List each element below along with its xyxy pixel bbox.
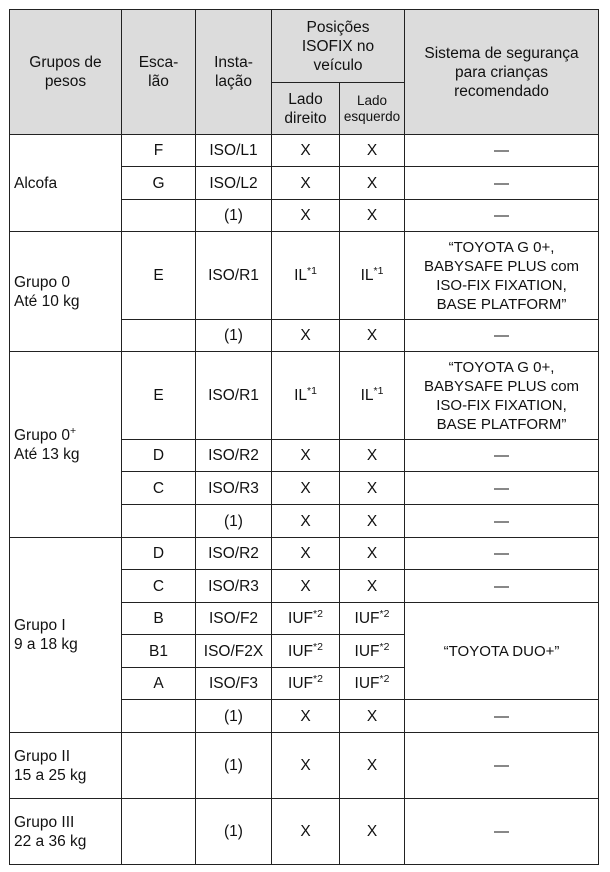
table-row <box>10 352 599 440</box>
lado-direito-cell-text: X <box>300 174 311 192</box>
recommended-system-cell <box>405 232 599 320</box>
lado-esquerdo-cell-text: IUF <box>354 675 380 692</box>
lado-esquerdo-cell-footnote-marker: *1 <box>373 385 384 397</box>
recommended-system-text: — <box>494 327 510 344</box>
instalacao-cell-text: (1) <box>224 207 243 224</box>
group-label-cell <box>10 135 122 232</box>
isofix-table-wrapper <box>9 9 599 865</box>
instalacao-cell-text: ISO/F2 <box>208 610 259 627</box>
instalacao-cell <box>196 700 272 733</box>
lado-esquerdo-cell-text: X <box>366 823 378 840</box>
lado-direito-cell <box>272 352 340 440</box>
recommended-system-cell <box>405 320 599 352</box>
instalacao-cell-text: ISO/R2 <box>208 545 259 562</box>
lado-direito-cell-footnote-marker: *2 <box>313 608 323 620</box>
lado-esquerdo-cell-text: IL <box>360 267 374 284</box>
escalao-cell-text: B <box>153 610 164 627</box>
lado-direito-cell <box>272 505 340 538</box>
lado-esquerdo-cell-text: X <box>366 545 378 562</box>
recommended-system-text: — <box>494 479 510 497</box>
lado-direito-cell-text: X <box>300 447 311 464</box>
group-label-line: Até 10 kg <box>14 292 80 310</box>
group-label-cell <box>10 733 122 799</box>
lado-esquerdo-cell <box>340 700 405 733</box>
escalao-cell-text: E <box>153 387 164 404</box>
recommended-system-text: — <box>494 207 510 224</box>
escalao-cell <box>122 668 196 700</box>
lado-direito-cell <box>272 320 340 352</box>
lado-direito-cell-text: X <box>300 545 311 562</box>
lado-esquerdo-cell-text: X <box>366 577 378 595</box>
escalao-cell <box>122 799 196 865</box>
escalao-cell-text: E <box>153 267 164 284</box>
lado-esquerdo-cell-text: IL <box>360 387 374 404</box>
recommended-system-text: — <box>494 447 510 464</box>
instalacao-cell <box>196 570 272 603</box>
lado-direito-cell-footnote-marker: *2 <box>313 673 323 685</box>
lado-direito-cell-text: X <box>300 577 311 595</box>
lado-direito-cell <box>272 668 340 700</box>
escalao-cell <box>122 635 196 668</box>
recommended-system-cell <box>405 440 599 472</box>
instalacao-cell <box>196 167 272 200</box>
lado-direito-cell <box>272 472 340 505</box>
escalao-cell <box>122 603 196 635</box>
lado-direito-cell-text: X <box>300 512 311 530</box>
lado-esquerdo-cell <box>340 799 405 865</box>
table-row <box>10 538 599 570</box>
lado-direito-cell <box>272 799 340 865</box>
instalacao-cell-text: ISO/R1 <box>208 267 259 284</box>
table-row <box>10 232 599 320</box>
table-row <box>10 733 599 799</box>
recommended-system-cell <box>405 200 599 232</box>
lado-direito-cell-text: IUF <box>288 642 314 660</box>
table-body <box>10 135 599 865</box>
instalacao-cell-text: (1) <box>224 823 243 840</box>
instalacao-cell <box>196 352 272 440</box>
lado-esquerdo-cell-text: X <box>366 142 378 159</box>
instalacao-cell <box>196 320 272 352</box>
group-label-text: Grupo 0 <box>14 426 71 444</box>
lado-esquerdo-cell <box>340 505 405 538</box>
group-label-line: 9 a 18 kg <box>14 636 78 653</box>
header-lado-direito: Lado direito <box>272 83 340 135</box>
lado-esquerdo-cell-text: X <box>366 174 378 192</box>
lado-esquerdo-cell-footnote-marker: *1 <box>373 265 384 277</box>
instalacao-cell-text: ISO/R1 <box>208 387 259 404</box>
escalao-cell <box>122 352 196 440</box>
lado-esquerdo-cell <box>340 538 405 570</box>
header-posicoes: Posições ISOFIX no veículo <box>272 10 405 83</box>
table-row <box>10 799 599 865</box>
recommended-system-text: “TOYOTA G 0+, BABYSAFE PLUS com ISO-FIX FIXATION, BASE PLATFORM” <box>423 238 580 313</box>
recommended-system-cell <box>405 167 599 200</box>
lado-direito-cell-text: X <box>300 757 311 774</box>
escalao-cell <box>122 505 196 538</box>
lado-esquerdo-cell-text: X <box>366 207 378 224</box>
escalao-cell <box>122 440 196 472</box>
group-label-line: Grupo 0 <box>14 273 71 291</box>
lado-esquerdo-cell-text: X <box>366 707 378 725</box>
lado-direito-cell-text: IUF <box>288 675 314 692</box>
escalao-cell-text: F <box>153 142 164 159</box>
instalacao-cell-text: ISO/R3 <box>208 479 259 497</box>
lado-esquerdo-cell <box>340 167 405 200</box>
group-label-line: 15 a 25 kg <box>14 766 87 784</box>
lado-direito-cell <box>272 570 340 603</box>
lado-direito-cell-text: IUF <box>288 610 314 627</box>
escalao-cell <box>122 135 196 167</box>
recommended-system-text: — <box>494 757 510 774</box>
lado-direito-cell-text: X <box>300 479 311 497</box>
instalacao-cell <box>196 200 272 232</box>
escalao-cell-text: C <box>152 577 165 595</box>
instalacao-cell <box>196 733 272 799</box>
lado-direito-cell <box>272 733 340 799</box>
instalacao-cell <box>196 538 272 570</box>
instalacao-cell <box>196 135 272 167</box>
instalacao-cell <box>196 668 272 700</box>
escalao-cell <box>122 232 196 320</box>
instalacao-cell-text: ISO/R3 <box>208 577 259 595</box>
lado-direito-cell <box>272 603 340 635</box>
instalacao-cell <box>196 603 272 635</box>
lado-direito-cell-text: IL <box>294 387 307 404</box>
group-label-cell <box>10 799 122 865</box>
escalao-cell-text: G <box>152 174 165 192</box>
escalao-cell <box>122 733 196 799</box>
lado-direito-cell <box>272 538 340 570</box>
group-label-line: Grupo II <box>14 747 70 765</box>
escalao-cell <box>122 700 196 733</box>
header-escalao: Esca- lão <box>122 10 196 135</box>
escalao-cell <box>122 320 196 352</box>
escalao-cell <box>122 200 196 232</box>
recommended-system-text: — <box>494 823 510 840</box>
escalao-cell-text: B1 <box>149 642 168 660</box>
group-label-line: Até 13 kg <box>14 445 80 463</box>
recommended-system-cell <box>405 733 599 799</box>
group-label-line: Alcofa <box>14 174 58 192</box>
lado-esquerdo-cell <box>340 472 405 505</box>
instalacao-cell <box>196 799 272 865</box>
table-row <box>10 135 599 167</box>
instalacao-cell-text: ISO/L2 <box>209 174 258 192</box>
lado-esquerdo-cell <box>340 635 405 668</box>
escalao-cell-text: D <box>152 545 165 562</box>
lado-direito-cell-text: X <box>300 707 311 725</box>
lado-esquerdo-cell-text: X <box>366 757 378 774</box>
instalacao-cell <box>196 635 272 668</box>
instalacao-cell-text: (1) <box>224 757 243 774</box>
lado-direito-cell <box>272 635 340 668</box>
lado-direito-cell <box>272 167 340 200</box>
header-instalacao: Insta- lação <box>196 10 272 135</box>
lado-direito-cell <box>272 232 340 320</box>
lado-direito-cell-footnote-marker: *1 <box>307 385 317 397</box>
lado-direito-cell-footnote-marker: *2 <box>313 640 323 653</box>
instalacao-cell <box>196 472 272 505</box>
escalao-cell <box>122 167 196 200</box>
recommended-system-cell <box>405 505 599 538</box>
instalacao-cell <box>196 505 272 538</box>
lado-direito-cell-text: X <box>300 142 311 159</box>
escalao-cell <box>122 472 196 505</box>
group-label-line: Grupo III <box>14 813 75 831</box>
lado-direito-cell <box>272 135 340 167</box>
lado-direito-cell <box>272 440 340 472</box>
instalacao-cell-text: ISO/L1 <box>209 142 258 159</box>
recommended-system-cell <box>405 570 599 603</box>
lado-esquerdo-cell <box>340 200 405 232</box>
instalacao-cell-text: (1) <box>224 512 243 530</box>
recommended-system-cell <box>405 799 599 865</box>
recommended-system-text: — <box>494 577 510 595</box>
lado-direito-cell-text: IL <box>294 267 307 284</box>
recommended-system-cell <box>405 352 599 440</box>
isofix-table <box>9 9 599 865</box>
recommended-system-text: — <box>494 707 510 725</box>
group-label-superscript: + <box>70 424 77 437</box>
instalacao-cell-text: ISO/F2X <box>203 642 264 660</box>
recommended-system-cell <box>405 538 599 570</box>
escalao-cell <box>122 570 196 603</box>
instalacao-cell <box>196 440 272 472</box>
lado-direito-cell-text: X <box>300 207 311 224</box>
recommended-system-text: — <box>494 545 510 562</box>
recommended-system-text: “TOYOTA G 0+, BABYSAFE PLUS com ISO-FIX FIXATION, BASE PLATFORM” <box>423 358 580 433</box>
instalacao-cell-text: ISO/R2 <box>208 447 259 464</box>
lado-direito-cell <box>272 200 340 232</box>
lado-esquerdo-cell <box>340 352 405 440</box>
lado-esquerdo-cell <box>340 570 405 603</box>
lado-esquerdo-cell <box>340 733 405 799</box>
instalacao-cell-text: ISO/F3 <box>208 675 259 692</box>
header-lado-esquerdo: Lado esquerdo <box>340 83 405 135</box>
lado-direito-cell <box>272 700 340 733</box>
escalao-cell-text: A <box>153 675 164 692</box>
lado-direito-cell-footnote-marker: *1 <box>307 265 317 277</box>
recommended-system-text: — <box>494 174 510 192</box>
recommended-system-text: — <box>494 512 510 530</box>
group-label-cell <box>10 352 122 538</box>
lado-direito-cell-text: X <box>300 327 311 344</box>
lado-esquerdo-cell-text: X <box>366 479 378 497</box>
recommended-system-cell <box>405 603 599 700</box>
lado-esquerdo-cell-text: X <box>366 447 378 464</box>
escalao-cell <box>122 538 196 570</box>
group-label-line: 22 a 36 kg <box>14 832 87 850</box>
recommended-system-text: “TOYOTA DUO+” <box>443 642 560 660</box>
lado-esquerdo-cell-text: IUF <box>354 642 380 660</box>
lado-esquerdo-cell <box>340 603 405 635</box>
lado-esquerdo-cell-footnote-marker: *2 <box>379 640 390 653</box>
recommended-system-cell <box>405 472 599 505</box>
recommended-system-text: — <box>494 142 510 159</box>
lado-esquerdo-cell <box>340 668 405 700</box>
group-label-line: Grupo I <box>14 617 66 634</box>
escalao-cell-text: D <box>152 447 165 464</box>
lado-esquerdo-cell <box>340 320 405 352</box>
escalao-cell-text: C <box>152 479 165 497</box>
header-sistema: Sistema de segurança para crianças recomendado <box>405 10 599 135</box>
lado-esquerdo-cell <box>340 135 405 167</box>
instalacao-cell <box>196 232 272 320</box>
lado-esquerdo-cell <box>340 440 405 472</box>
lado-esquerdo-cell-text: IUF <box>354 610 380 627</box>
group-label-line <box>14 426 118 445</box>
lado-direito-cell-text: X <box>300 823 311 840</box>
group-label-cell <box>10 538 122 733</box>
lado-esquerdo-cell-footnote-marker: *2 <box>379 608 390 620</box>
lado-esquerdo-cell-text: X <box>366 327 378 344</box>
header-peso: Grupos de pesos <box>10 10 122 135</box>
instalacao-cell-text: (1) <box>224 707 243 725</box>
instalacao-cell-text: (1) <box>224 327 243 344</box>
lado-esquerdo-cell <box>340 232 405 320</box>
recommended-system-cell <box>405 700 599 733</box>
lado-esquerdo-cell-footnote-marker: *2 <box>379 673 390 685</box>
lado-esquerdo-cell-text: X <box>366 512 378 530</box>
group-label-cell <box>10 232 122 352</box>
recommended-system-cell <box>405 135 599 167</box>
